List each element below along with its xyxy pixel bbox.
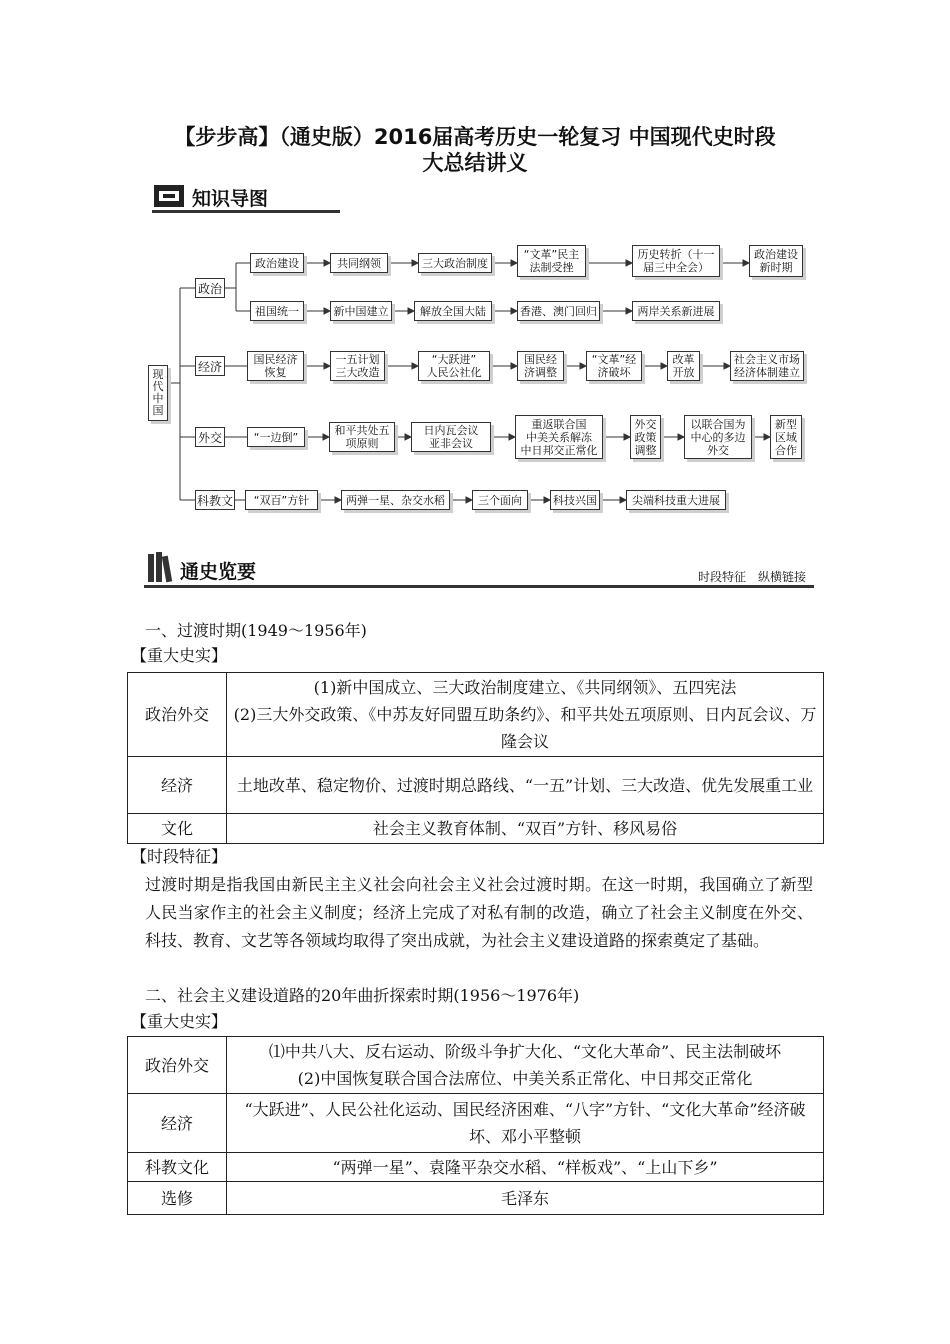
- mindmap-node: “大跃进” 人民公社化: [418, 351, 490, 381]
- doc-title-line2: 大总结讲义: [422, 151, 528, 175]
- table-row: [128, 1037, 824, 1094]
- mindmap-politics-sub1: 政治建设: [250, 253, 304, 273]
- table-value: “大跃进”、人民公社化运动、国民经济困难、“八字”方针、“文化大革命”经济破坏、邓小平整顿: [227, 1094, 824, 1153]
- table-row: [128, 673, 824, 757]
- mindmap-node: 重返联合国 中美关系解冻 中日邦交正常化: [515, 415, 603, 459]
- table-row: [128, 1094, 824, 1153]
- mindmap-node: “文革”经 济破坏: [586, 351, 642, 381]
- part1-heading: 一、过渡时期(1949～1956年): [145, 621, 367, 640]
- mindmap: [140, 235, 820, 525]
- mindmap-root: 现代中国: [148, 365, 168, 421]
- mindmap-node: 三大政治制度: [418, 253, 492, 273]
- table-value: 土地改革、稳定物价、过渡时期总路线、“一五”计划、三大改造、优先发展重工业: [227, 757, 824, 814]
- table-value: 毛泽东: [227, 1182, 824, 1215]
- table-row: [128, 814, 824, 844]
- mindmap-politics-sub2: 祖国统一: [250, 301, 304, 321]
- mindmap-node: 尖端科技重大进展: [626, 490, 726, 510]
- section1-badge-icon: [154, 185, 184, 209]
- mindmap-node: 一五计划 三大改造: [330, 351, 385, 381]
- part1-facts-table: [127, 672, 824, 844]
- mindmap-node: 改革 开放: [667, 351, 700, 381]
- table-value: (1)新中国成立、三大政治制度建立、《共同纲领》、五四宪法 (2)三大外交政策、《中苏友好同盟互助条约》、和平共处五项原则、日内瓦会议、万隆会议: [227, 673, 824, 757]
- mindmap-node: 和平共处五 项原则: [329, 422, 395, 452]
- part2-heading: 二、社会主义建设道路的20年曲折探索时期(1956～1976年): [145, 986, 580, 1005]
- mindmap-node: “一边倒”: [247, 427, 305, 447]
- mindmap-node: 科技兴国: [550, 490, 600, 510]
- doc-title-line1: 【步步高】（通史版）2016届高考历史一轮复习 中国现代史时段: [174, 125, 776, 149]
- mindmap-node: “双百”方针: [245, 490, 318, 510]
- mindmap-node: 国民经 济调整: [517, 351, 564, 381]
- table-row: [128, 757, 824, 814]
- mindmap-category-economy: 经济: [195, 356, 225, 376]
- section2-header: [144, 548, 814, 590]
- mindmap-node: 香港、澳门回归: [517, 301, 600, 321]
- table-key: 选修: [128, 1182, 227, 1215]
- mindmap-category-culture: 科教文: [195, 490, 235, 510]
- mindmap-node: 政治建设 新时期: [749, 245, 803, 277]
- mindmap-node: 日内瓦会议 亚非会议: [411, 422, 491, 452]
- section2-links: 时段特征 纵横链接: [698, 570, 807, 584]
- mindmap-node: 外交 政策 调整: [630, 415, 661, 459]
- table-value: “两弹一星”、袁隆平杂交水稻、“样板戏”、“上山下乡”: [227, 1153, 824, 1182]
- table-key: 文化: [128, 814, 227, 844]
- section2-underline: [144, 585, 814, 588]
- table-key: 科教文化: [128, 1153, 227, 1182]
- table-key: 经济: [128, 1094, 227, 1153]
- table-value: 社会主义教育体制、“双百”方针、移风易俗: [227, 814, 824, 844]
- mindmap-node: 解放全国大陆: [414, 301, 492, 321]
- mindmap-node: 历史转折（十一 届三中全会）: [632, 245, 720, 277]
- books-icon: [146, 550, 176, 584]
- mindmap-node: 国民经济 恢复: [247, 351, 304, 381]
- mindmap-node: “文革”民主 法制受挫: [517, 245, 586, 277]
- section1-label: 知识导图: [192, 188, 269, 210]
- table-key: 政治外交: [128, 1037, 227, 1094]
- mindmap-node: 社会主义市场 经济体制建立: [730, 351, 804, 381]
- section1-underline: [152, 210, 340, 213]
- table-key: 政治外交: [128, 673, 227, 757]
- mindmap-node: 两岸关系新进展: [632, 301, 720, 321]
- mindmap-category-politics: 政治: [195, 278, 225, 298]
- part1-feature-text: 过渡时期是指我国由新民主主义社会向社会主义社会过渡时期。在这一时期，我国确立了新型人民当家作主的社会主义制度；经济上完成了对私有制的改造，确立了社会主义制度在外交、科技、教育、文艺等各领域均取得了突出成就，为社会主义建设道路的探索奠定了基础。: [145, 875, 813, 950]
- mindmap-category-diplomacy: 外交: [195, 427, 225, 447]
- mindmap-node: 三个面向: [472, 490, 528, 510]
- part1-feature-label: 【时段特征】: [131, 847, 228, 866]
- table-key: 经济: [128, 757, 227, 814]
- part1-facts-label: 【重大史实】: [131, 646, 228, 665]
- table-row: [128, 1153, 824, 1182]
- section2-label: 通史览要: [180, 561, 257, 583]
- mindmap-node: 以联合国为 中心的多边 外交: [684, 415, 752, 459]
- section1-header: [152, 182, 340, 214]
- table-row: [128, 1182, 824, 1215]
- part2-facts-label: 【重大史实】: [131, 1012, 228, 1031]
- mindmap-node: 两弹一星、杂交水稻: [341, 490, 450, 510]
- table-value: ⑴中共八大、反右运动、阶级斗争扩大化、“文化大革命”、民主法制破坏 (2)中国恢复联合国合法席位、中美关系正常化、中日邦交正常化: [227, 1037, 824, 1094]
- part2-facts-table: [127, 1036, 824, 1215]
- mindmap-node: 新型 区域 合作: [770, 415, 802, 459]
- mindmap-node: 新中国建立: [330, 301, 392, 321]
- mindmap-node: 共同纲领: [330, 253, 388, 273]
